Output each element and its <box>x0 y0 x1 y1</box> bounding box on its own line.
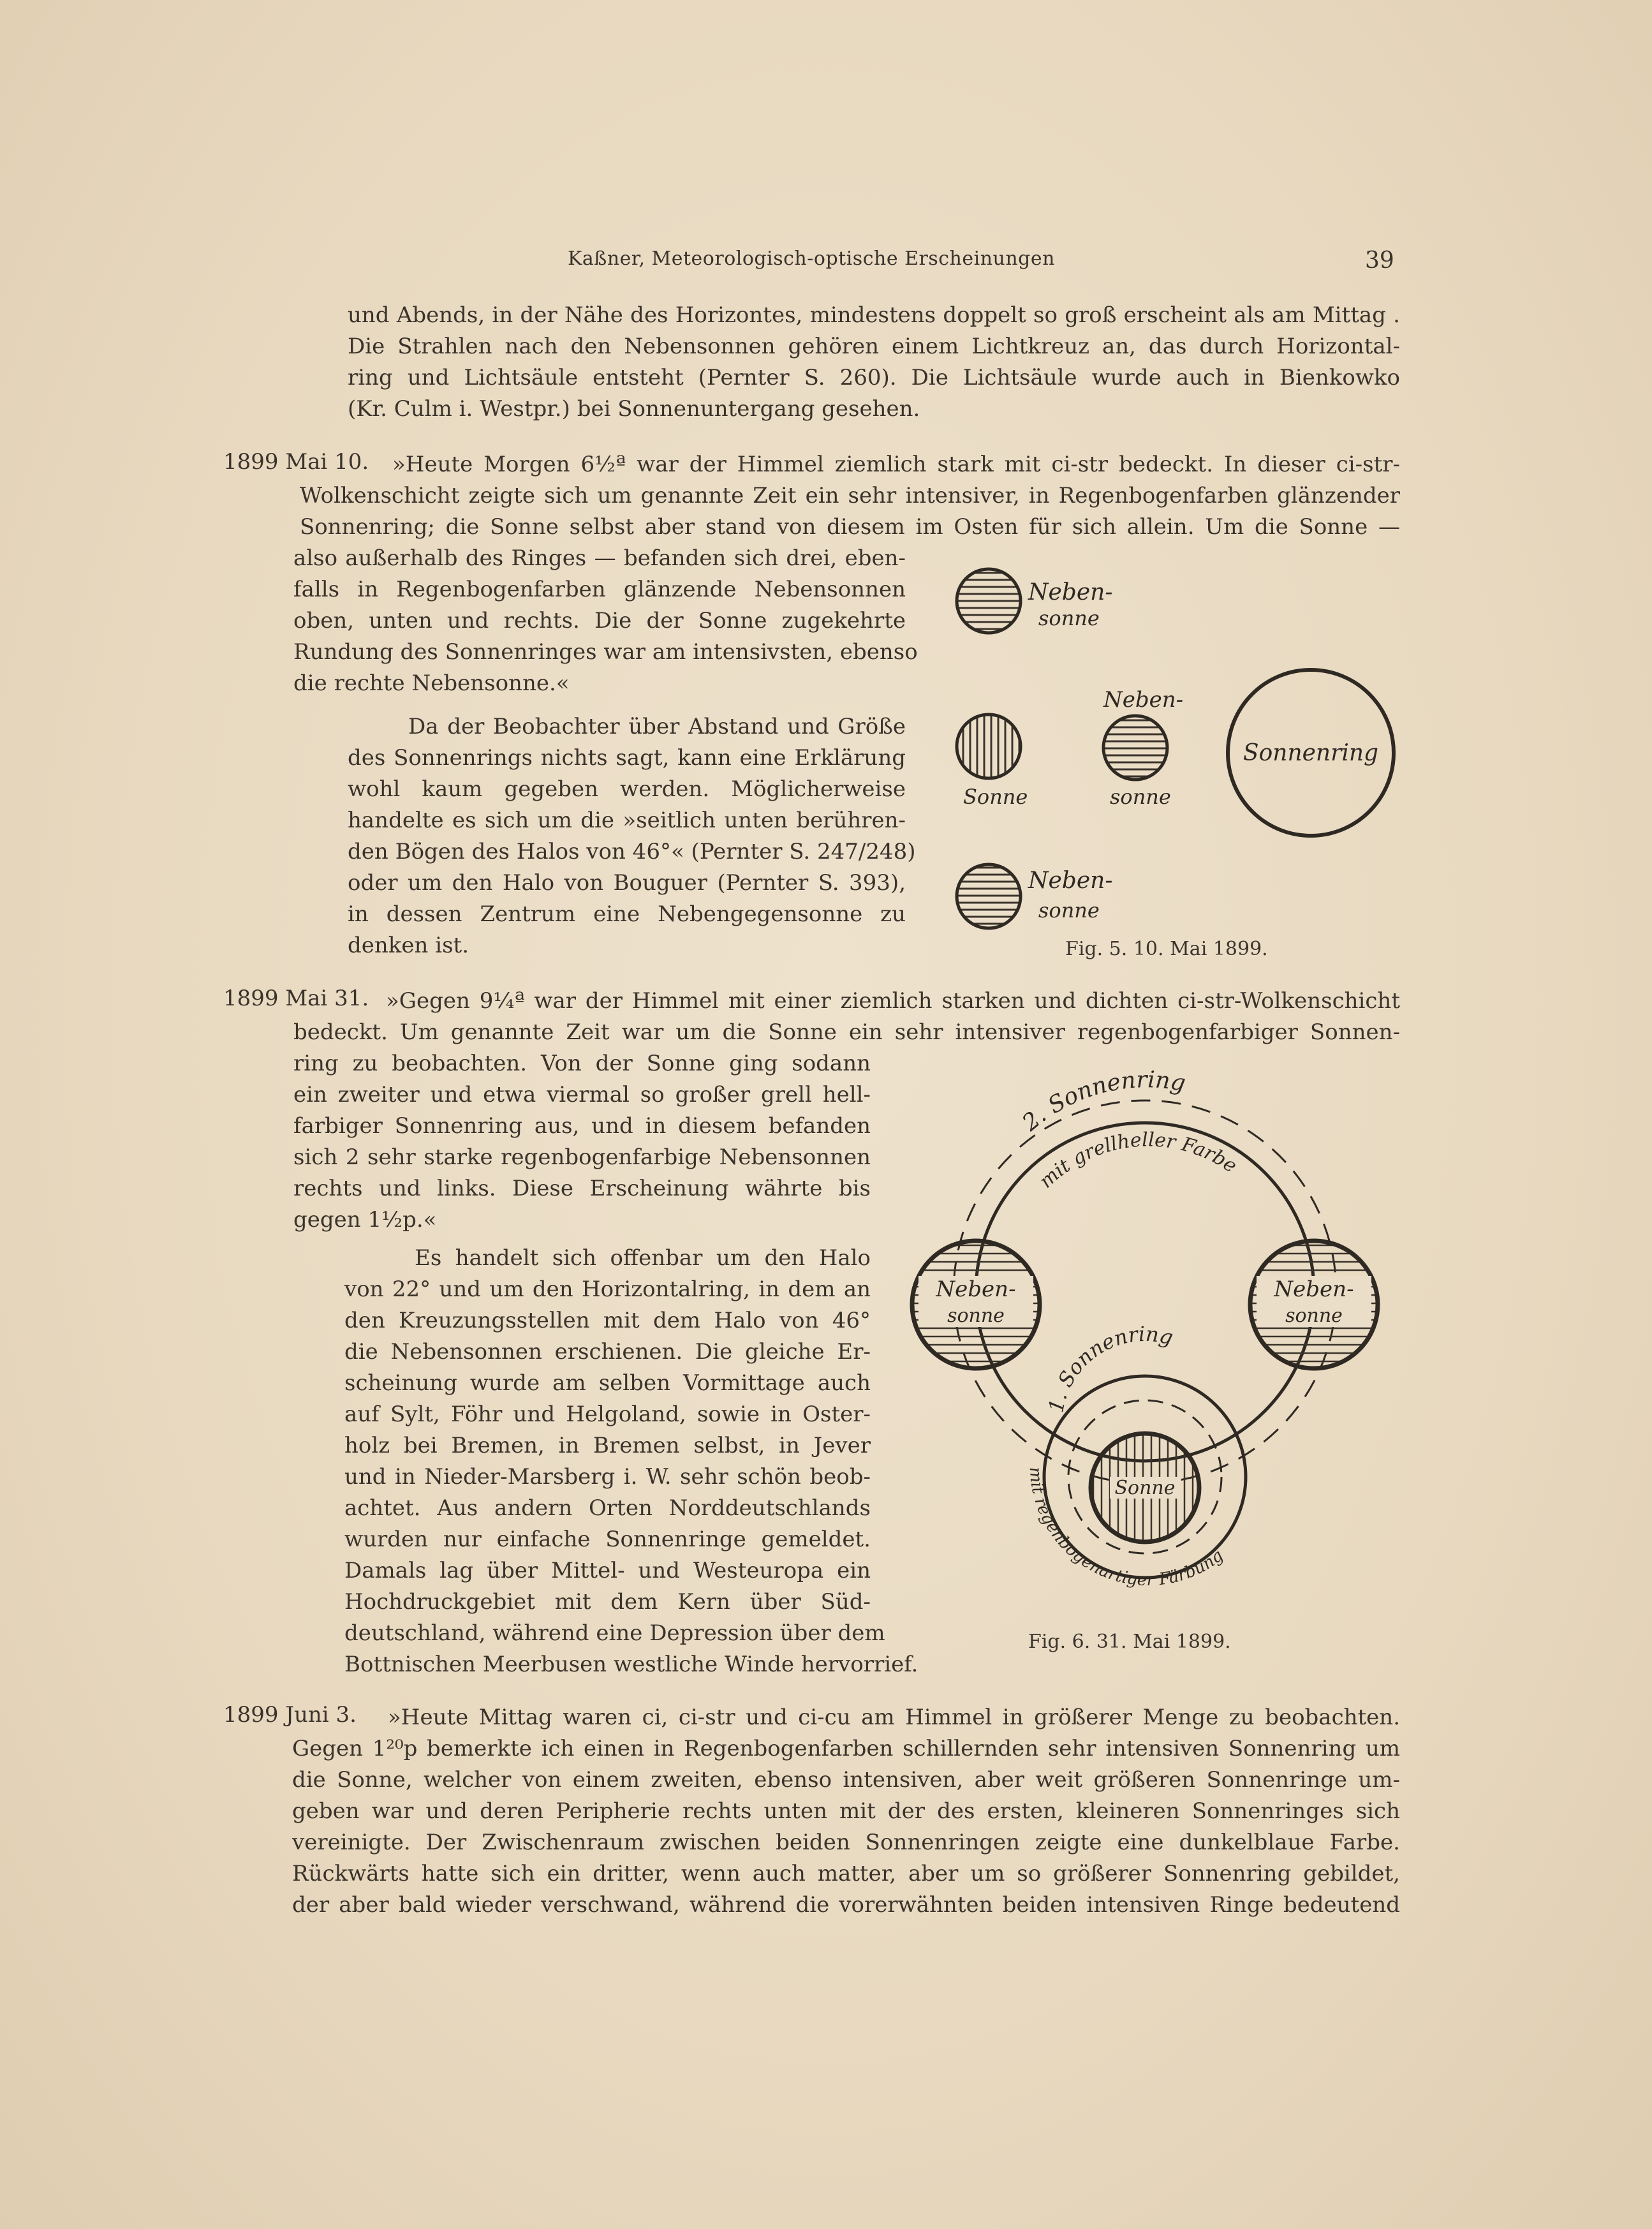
entry-continuation <box>292 1733 1400 1921</box>
text-line: oben, unten und rechts. Die der Sonne zugekehrte <box>293 608 906 633</box>
text-line: vereinigte. Der Zwischenraum zwischen beiden Sonnenringen zeigte eine dunkelblaue Farbe. <box>292 1830 1400 1855</box>
text-line: Rückwärts hatte sich ein dritter, wenn auch matter, aber um so größerer Sonnenring gebildet, <box>292 1861 1400 1886</box>
figure-5-caption: Fig. 5. 10. Mai 1899. <box>1065 938 1268 960</box>
label-neben-middle-2: sonne <box>1110 785 1171 809</box>
text-line: gegen 1½p.« <box>293 1207 437 1233</box>
figure-6-diagram <box>874 1059 1416 1620</box>
label-neben-bottom-2: sonne <box>1038 898 1100 922</box>
text-line: Rundung des Sonnenringes war am intensivsten, ebenso <box>293 639 918 665</box>
entry-first-line <box>388 1702 1400 1733</box>
sonne-disk <box>957 715 1021 778</box>
label-sonne: Sonne <box>963 785 1028 809</box>
text-line: achtet. Aus andern Orten Norddeutschlands <box>344 1495 871 1521</box>
text-line: falls in Regenbogenfarben glänzende Nebensonnen <box>293 577 906 602</box>
text-line: (Kr. Culm i. Westpr.) bei Sonnenuntergang gesehen. <box>348 396 920 422</box>
label-neben-top-1: Neben- <box>1028 579 1113 605</box>
text-line: Wolkenschicht zeigte sich um genannte Zeit ein sehr intensiver, in Regenbogenfarben glänzender <box>300 483 1400 508</box>
text-line: also außerhalb des Ringes — befanden sich drei, eben- <box>293 545 906 571</box>
text-line: Die Strahlen nach den Nebensonnen gehören einem Lichtkreuz an, das durch Horizontal- <box>348 334 1400 359</box>
text-line: der aber bald wieder verschwand, während die vorerwähnten beiden intensiven Ringe bedeutend <box>292 1892 1400 1918</box>
text-line: und in Nieder-Marsberg i. W. sehr schön beob- <box>344 1464 871 1490</box>
text-line: denken ist. <box>348 933 469 958</box>
text-line: oder um den Halo von Bouguer (Pernter S. 393), <box>348 870 906 896</box>
label-neben-top-2: sonne <box>1038 606 1100 630</box>
label-neben-right-2: sonne <box>1285 1305 1343 1327</box>
entry-date: 1899 Mai 10. <box>223 449 369 475</box>
text-line: auf Sylt, Föhr und Helgoland, sowie in Oster- <box>344 1402 871 1427</box>
page-number: 39 <box>1365 248 1394 274</box>
text-line: ring zu beobachten. Von der Sonne ging sodann <box>293 1051 871 1076</box>
text-line: Bottnischen Meerbusen westliche Winde hervorrief. <box>344 1652 918 1677</box>
text-line: scheinung wurde am selben Vormittage auch <box>344 1370 871 1396</box>
text-line: geben war und deren Peripherie rechts unten mit der des ersten, kleineren Sonnenringes sich <box>292 1798 1400 1824</box>
label-second-ring-description <box>1035 1129 1241 1192</box>
entry-narrow-text <box>293 543 918 699</box>
text-line: Es handelt sich offenbar um den Halo <box>415 1245 871 1271</box>
label-sonnenring: Sonnenring <box>1243 740 1379 766</box>
text-line: rechts und links. Diese Erscheinung währte bis <box>293 1176 871 1201</box>
text-line: farbiger Sonnenring aus, und in diesem befanden <box>293 1113 871 1139</box>
label-neben-left-1: Neben- <box>936 1277 1016 1302</box>
label-first-ring-path: 1. Sonnenring <box>1044 1321 1176 1415</box>
text-line: die Nebensonnen erschienen. Die gleiche Er- <box>344 1339 871 1365</box>
label-sonne: Sonne <box>1114 1477 1176 1499</box>
intro-paragraph <box>348 300 1400 425</box>
text-line: von 22° und um den Horizontalring, in dem an <box>344 1277 871 1302</box>
figure-5-diagram <box>925 549 1410 970</box>
nebensonne-middle-disk <box>1103 716 1167 780</box>
entry-narrow-text <box>293 1048 871 1236</box>
text-line: Sonnenring; die Sonne selbst aber stand von diesem im Osten für sich allein. Um die Sonne — <box>300 514 1400 540</box>
text-line: »Heute Mittag waren ci, ci-str und ci-cu am Himmel in größerer Menge zu beobachten. <box>388 1705 1400 1730</box>
entry-date: 1899 Juni 3. <box>223 1702 357 1728</box>
entry-comment <box>344 1243 918 1680</box>
entry-comment <box>348 711 916 961</box>
text-line: wurden nur einfache Sonnenringe gemeldet. <box>344 1527 871 1552</box>
label-second-ring-path: 2. Sonnenring <box>1017 1067 1188 1137</box>
label-neben-middle-1: Neben- <box>1103 687 1184 713</box>
text-line: ring und Lichtsäule entsteht (Pernter S. 260). Die Lichtsäule wurde auch in Bienkowko <box>348 365 1400 390</box>
text-line: Damals lag über Mittel- und Westeuropa ein <box>344 1558 871 1583</box>
text-line: und Abends, in der Nähe des Horizontes, mindestens doppelt so groß erscheint als am Mittag . <box>348 302 1400 328</box>
text-line: Da der Beobachter über Abstand und Größe <box>408 714 906 739</box>
text-line: den Kreuzungsstellen mit dem Halo von 46° <box>344 1308 871 1333</box>
running-title: Kaßner, Meteorologisch-optische Erscheinungen <box>568 248 1055 270</box>
label-second-ring-description-path: mit grellheller Farbe <box>1035 1129 1241 1193</box>
entry-first-line <box>392 449 1400 480</box>
text-line: in dessen Zentrum eine Nebengegensonne zu <box>348 901 906 927</box>
figure-6-caption: Fig. 6. 31. Mai 1899. <box>1028 1631 1231 1653</box>
entry-continuation <box>293 1017 1400 1048</box>
text-line: wohl kaum gegeben werden. Möglicherweise <box>348 776 906 802</box>
text-line: holz bei Bremen, in Bremen selbst, in Jever <box>344 1433 871 1458</box>
nebensonne-top-disk <box>957 569 1021 633</box>
label-neben-left-2: sonne <box>947 1305 1005 1327</box>
label-neben-right-1: Neben- <box>1274 1277 1354 1302</box>
entry-date: 1899 Mai 31. <box>223 986 369 1011</box>
text-line: ein zweiter und etwa viermal so großer grell hell- <box>293 1082 871 1107</box>
text-line: handelte es sich um die »seitlich unten berühren- <box>348 808 906 833</box>
label-first-ring-description-path: mit regenbogenartiger Färbung <box>1025 1466 1227 1590</box>
text-line: die rechte Nebensonne.« <box>293 670 570 696</box>
nebensonne-bottom-disk <box>957 864 1021 928</box>
text-line: Hochdruckgebiet mit dem Kern über Süd- <box>344 1589 871 1615</box>
text-line: die Sonne, welcher von einem zweiten, ebenso intensiven, aber weit größeren Sonnenringe um- <box>292 1767 1400 1793</box>
label-neben-bottom-1: Neben- <box>1028 868 1113 894</box>
text-line: »Gegen 9¼ª war der Himmel mit einer ziemlich starken und dichten ci-str-Wolkenschicht <box>386 988 1400 1014</box>
text-line: deutschland, während eine Depression über dem <box>344 1620 885 1646</box>
text-line: sich 2 sehr starke regenbogenfarbige Nebensonnen <box>293 1144 871 1170</box>
text-line: den Bögen des Halos von 46°« (Pernter S. 247/248) <box>348 839 916 864</box>
entry-continuation <box>300 480 1400 543</box>
entry-first-line <box>386 986 1400 1017</box>
text-line: bedeckt. Um genannte Zeit war um die Sonne ein sehr intensiver regenbogenfarbiger Sonnen- <box>293 1019 1400 1045</box>
text-line: des Sonnenrings nichts sagt, kann eine Erklärung <box>348 745 906 771</box>
text-line: Gegen 1²⁰p bemerkte ich einen in Regenbogenfarben schillernden sehr intensiven Sonnenring um <box>292 1736 1400 1761</box>
text-line: »Heute Morgen 6½ª war der Himmel ziemlich stark mit ci-str bedeckt. In dieser ci-str- <box>392 452 1400 477</box>
